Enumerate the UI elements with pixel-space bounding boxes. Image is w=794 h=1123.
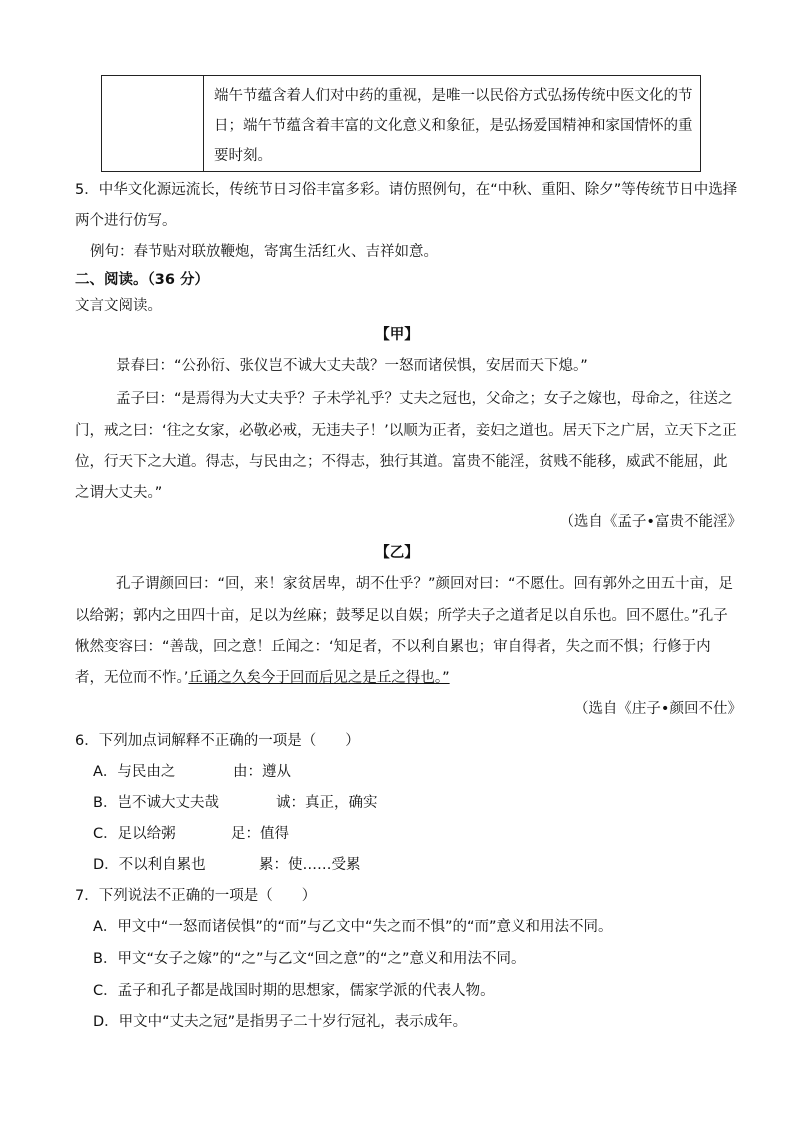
q7-option-a: A．甲文中“一怒而诸侯惧”的“而”与乙文中“失之而不惧”的“而”意义和用法不同。 — [93, 919, 613, 935]
underlined-sentence: 丘诵之久矣今于回而后见之是丘之得也。” — [188, 670, 450, 686]
passage-jia-line: 景春曰：“公孙衍、张仪岂不诚大丈夫哉？一怒而诸侯惧，安居而天下熄。” — [116, 358, 588, 374]
q6-option-b: B．岂不诚大丈夫哉 — [93, 795, 219, 811]
q6-option-d: D．不以利自累也 — [93, 857, 206, 873]
q7-option-c: C．孟子和孔子都是战国时期的思想家，儒家学派的代表人物。 — [93, 983, 495, 999]
passage-yi-line: 者，无位而不怍。’ — [75, 670, 189, 686]
table-column-divider — [203, 76, 204, 171]
passage-yi-title: 【乙】 — [375, 545, 419, 561]
q5-stem-line1: 5．中华文化源远流长，传统节日习俗丰富多彩。请仿照例句，在“中秋、重阳、除夕”等传统节日中选择 — [75, 182, 738, 198]
passage-yi-line: 愀然变容曰：“善哉，回之意！丘闻之：‘知足者，不以利自累也；审自得者，失之而不惧；行修于内 — [75, 639, 711, 655]
q6-option-c: C．足以给粥 — [93, 826, 176, 842]
section-heading: 二、阅读。（36 分） — [75, 272, 209, 288]
q6-option-b-definition: 诚：真正，确实 — [276, 795, 378, 811]
q5-stem-line2: 两个进行仿写。 — [75, 213, 177, 229]
passage-jia-title: 【甲】 — [375, 327, 419, 343]
q5-example: 例句：春节贴对联放鞭炮，寄寓生活红火、吉祥如意。 — [90, 244, 438, 260]
q6-option-a-definition: 由：遵从 — [233, 764, 291, 780]
table-right-cell: 端午节蕴含着人们对中药的重视，是唯一以民俗方式弘扬传统中医文化的节日；端午节蕴含着丰富的文化意义和象征，是弘扬爱国精神和家国情怀的重要时刻。 — [214, 88, 693, 164]
q7-stem: 7．下列说法不正确的一项是（ ） — [75, 888, 317, 904]
passage-jia-line: 孟子曰：“是焉得为大丈夫乎？子未学礼乎？丈夫之冠也，父命之；女子之嫁也，母命之，往送之 — [116, 391, 733, 407]
passage-jia-line: 位，行天下之大道。得志，与民由之；不得志，独行其道。富贵不能淫，贫贱不能移，威武不能屈，此 — [75, 454, 728, 470]
q7-option-d: D．甲文中“丈夫之冠”是指男子二十岁行冠礼，表示成年。 — [93, 1014, 468, 1030]
section-subheading: 文言文阅读。 — [75, 298, 162, 314]
passage-yi-line: 孔子谓颜回曰：“回，来！家贫居卑，胡不仕乎？”颜回对曰：“不愿仕。回有郭外之田五十亩，足 — [116, 576, 734, 592]
passage-jia-line: 之谓大丈夫。” — [75, 485, 163, 501]
q6-option-c-definition: 足：值得 — [231, 826, 289, 842]
q7-option-b: B．甲文“女子之嫁”的“之”与乙文“回之意”的“之”意义和用法不同。 — [93, 951, 526, 967]
passage-yi-source: （选自《庄子•颜回不仕》 — [573, 701, 742, 717]
passage-yi-line-last — [75, 668, 450, 688]
q6-option-d-definition: 累：使……受累 — [259, 857, 361, 873]
answer-table — [101, 75, 701, 172]
passage-yi-line: 以给粥；郭内之田四十亩，足以为丝麻；鼓琴足以自娱；所学夫子之道者足以自乐也。回不愿仕。”孔子 — [75, 608, 728, 624]
q6-stem: 6．下列加点词解释不正确的一项是（ ） — [75, 733, 360, 749]
passage-jia-source: （选自《孟子•富贵不能淫》 — [559, 514, 742, 530]
q6-option-a: A．与民由之 — [93, 764, 176, 780]
passage-jia-line: 门，戒之曰：‘往之女家，必敬必戒，无违夫子！’以顺为正者，妾妇之道也。居天下之广居，立天下之正 — [75, 423, 737, 439]
